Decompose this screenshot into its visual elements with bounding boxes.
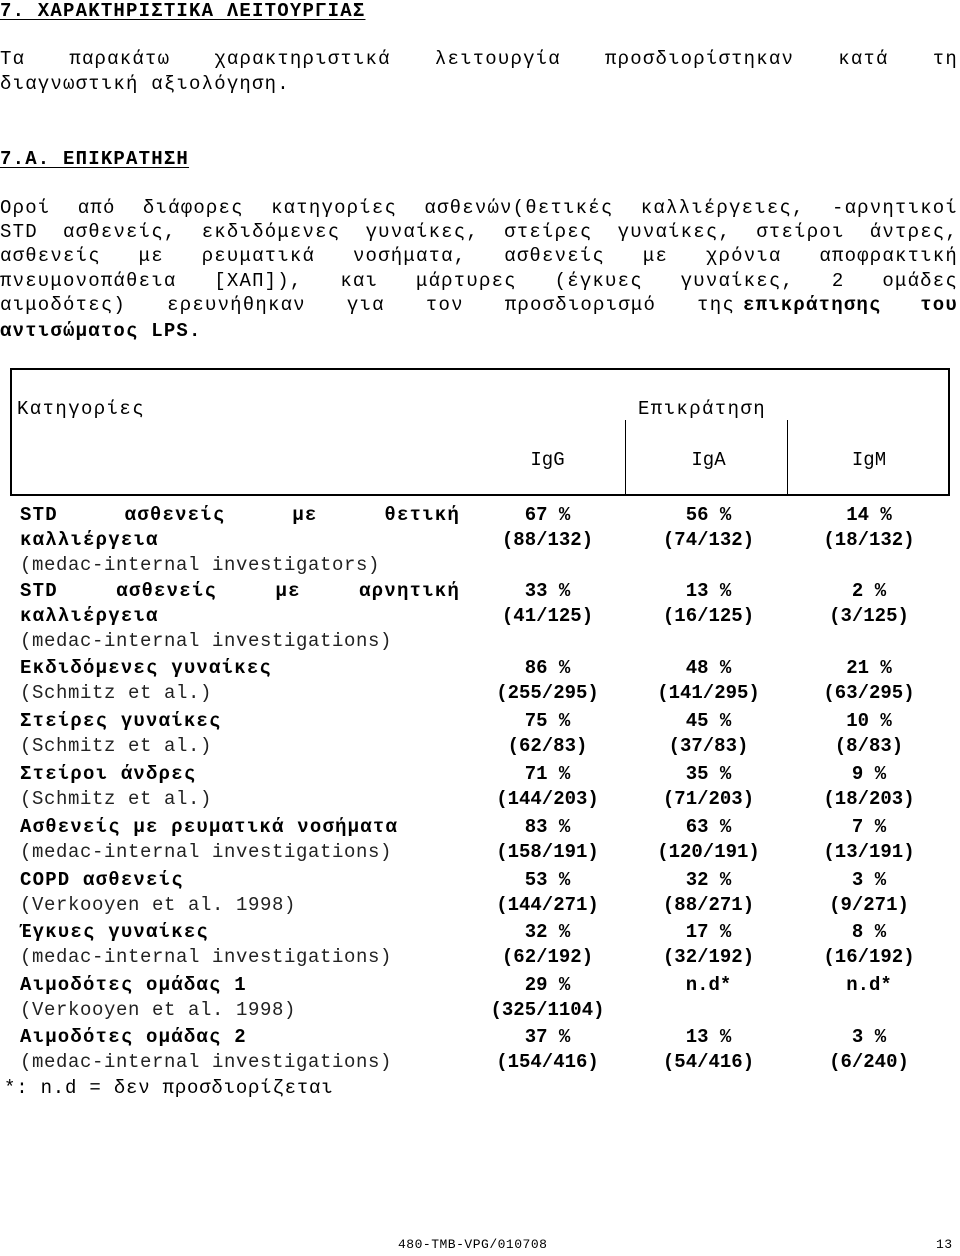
- igm-percent: n.d*: [846, 974, 892, 996]
- igm-count: (18/132): [823, 529, 915, 551]
- igg-percent: 33 %: [524, 580, 571, 602]
- iga-count: (74/132): [662, 529, 755, 551]
- intro-line-2: διαγνωστική αξιολόγηση.: [0, 73, 290, 95]
- igg-count: (62/83): [507, 735, 588, 757]
- igg-percent: 83 %: [524, 816, 571, 838]
- iga-percent: 35 %: [685, 763, 732, 785]
- paragraph-line-2: STD ασθενείς, εκδιδόμενες γυναίκες, στείρες γυναίκες, στείροι άντρες,: [0, 221, 958, 243]
- igg-percent: 53 %: [524, 869, 571, 891]
- row-source: (medac-internal investigators): [20, 554, 381, 576]
- row-category-cont: καλλιέργεια: [20, 529, 159, 551]
- igm-percent: 9 %: [851, 763, 887, 785]
- igm-count: (8/83): [834, 735, 904, 757]
- igm-count: (9/271): [829, 894, 909, 916]
- paragraph-line-5: αιμοδότες) ερευνήθηκαν για τον προσδιορισμό της: [0, 294, 735, 316]
- iga-percent: 13 %: [685, 580, 732, 602]
- igm-count: (6/240): [829, 1051, 909, 1073]
- page-number: 13: [936, 1237, 953, 1252]
- row-category: STD ασθενείς με αρνητική: [20, 580, 460, 602]
- igg-count: (154/416): [496, 1051, 599, 1073]
- row-source: (medac-internal investigations): [20, 946, 393, 968]
- iga-count: (120/191): [657, 841, 760, 863]
- row-source: (Schmitz et al.): [20, 735, 213, 757]
- table-footnote: *: n.d = δεν προσδιορίζεται: [4, 1077, 334, 1099]
- row-source: (Schmitz et al.): [20, 682, 213, 704]
- header-categories: Κατηγορίες: [17, 398, 146, 420]
- igm-percent: 3 %: [851, 1026, 887, 1048]
- igg-percent: 37 %: [524, 1026, 571, 1048]
- igm-count: (13/191): [823, 841, 915, 863]
- igg-percent: 67 %: [524, 504, 571, 526]
- section-heading: 7. ΧΑΡΑΚΤΗΡΙΣΤΙΚΑ ΛΕΙΤΟΥΡΓΙΑΣ: [0, 0, 366, 22]
- col-igm-header: IgM: [851, 449, 887, 471]
- igg-count: (158/191): [496, 841, 599, 863]
- igm-percent: 8 %: [851, 921, 887, 943]
- igg-percent: 86 %: [524, 657, 571, 679]
- paragraph-bold-tail: επικράτησης του: [743, 294, 958, 316]
- iga-percent: 56 %: [685, 504, 732, 526]
- row-source: (medac-internal investigations): [20, 1051, 393, 1073]
- paragraph-line-4: πνευμονοπάθεια [ΧΑΠ]), και μάρτυρες (έγκυες γυναίκες, 2 ομάδες: [0, 270, 958, 292]
- iga-count: (141/295): [657, 682, 760, 704]
- row-category: STD ασθενείς με θετική: [20, 504, 460, 526]
- paragraph-line-1: Οροί από διάφορες κατηγορίες ασθενών(θετικές καλλιέργειες, -αρνητικοί: [0, 197, 958, 219]
- col-igg-header: IgG: [530, 449, 565, 471]
- header-prevalence: Επικράτηση: [638, 398, 767, 420]
- row-source: (Verkooyen et al. 1998): [20, 999, 297, 1021]
- row-category-cont: καλλιέργεια: [20, 605, 159, 627]
- igm-count: (18/203): [823, 788, 915, 810]
- iga-count: (71/203): [662, 788, 755, 810]
- igm-count: (63/295): [823, 682, 915, 704]
- igg-percent: 71 %: [524, 763, 571, 785]
- iga-percent: 45 %: [685, 710, 732, 732]
- row-category: Στείρες γυναίκες: [20, 710, 222, 732]
- igm-percent: 7 %: [851, 816, 887, 838]
- iga-count: (37/83): [668, 735, 749, 757]
- iga-count: (16/125): [662, 605, 755, 627]
- row-source: (Schmitz et al.): [20, 788, 213, 810]
- iga-percent: 63 %: [685, 816, 732, 838]
- row-source: (medac-internal investigations): [20, 630, 393, 652]
- igg-count: (144/271): [496, 894, 599, 916]
- igg-count: (62/192): [501, 946, 594, 968]
- iga-count: (88/271): [662, 894, 755, 916]
- document-code: 480-TMB-VPG/010708: [398, 1237, 548, 1252]
- row-category: COPD ασθενείς: [20, 869, 184, 891]
- paragraph-last-line: αντισώματος LPS.: [0, 320, 202, 342]
- row-category: Στείροι άνδρες: [20, 763, 197, 785]
- igg-percent: 29 %: [524, 974, 571, 996]
- iga-percent: 13 %: [685, 1026, 732, 1048]
- iga-percent: 32 %: [685, 869, 732, 891]
- igm-percent: 2 %: [851, 580, 887, 602]
- row-category: Έγκυες γυναίκες: [20, 921, 210, 943]
- igm-percent: 3 %: [851, 869, 887, 891]
- row-category: Ασθενείς με ρευματικά νοσήματα: [20, 816, 399, 838]
- igg-percent: 75 %: [524, 710, 571, 732]
- col-iga-header: IgA: [691, 449, 726, 471]
- iga-percent: n.d*: [685, 974, 732, 996]
- igm-count: (16/192): [823, 946, 915, 968]
- iga-count: (32/192): [662, 946, 755, 968]
- iga-percent: 17 %: [685, 921, 732, 943]
- subsection-heading: 7.Α. ΕΠΙΚΡΑΤΗΣΗ: [0, 148, 190, 170]
- row-source: (medac-internal investigations): [20, 841, 393, 863]
- row-category: Αιμοδότες ομάδας 2: [20, 1026, 247, 1048]
- igg-count: (41/125): [501, 605, 594, 627]
- igm-percent: 21 %: [846, 657, 892, 679]
- row-source: (Verkooyen et al. 1998): [20, 894, 297, 916]
- igm-count: (3/125): [829, 605, 909, 627]
- row-category: Αιμοδότες ομάδας 1: [20, 974, 247, 996]
- igg-count: (255/295): [496, 682, 599, 704]
- iga-percent: 48 %: [685, 657, 732, 679]
- igg-percent: 32 %: [524, 921, 571, 943]
- igm-percent: 10 %: [846, 710, 892, 732]
- iga-count: (54/416): [662, 1051, 755, 1073]
- row-category: Εκδιδόμενες γυναίκες: [20, 657, 273, 679]
- paragraph-line-3: ασθενείς με ρευματικά νοσήματα, ασθενείς με χρόνια αποφρακτική: [0, 245, 958, 267]
- intro-line-1: Τα παρακάτω χαρακτηριστικά λειτουργία προσδιορίστηκαν κατά τη: [0, 48, 958, 70]
- igm-percent: 14 %: [846, 504, 892, 526]
- igg-count: (88/132): [501, 529, 594, 551]
- igg-count: (325/1104): [490, 999, 605, 1021]
- igg-count: (144/203): [496, 788, 599, 810]
